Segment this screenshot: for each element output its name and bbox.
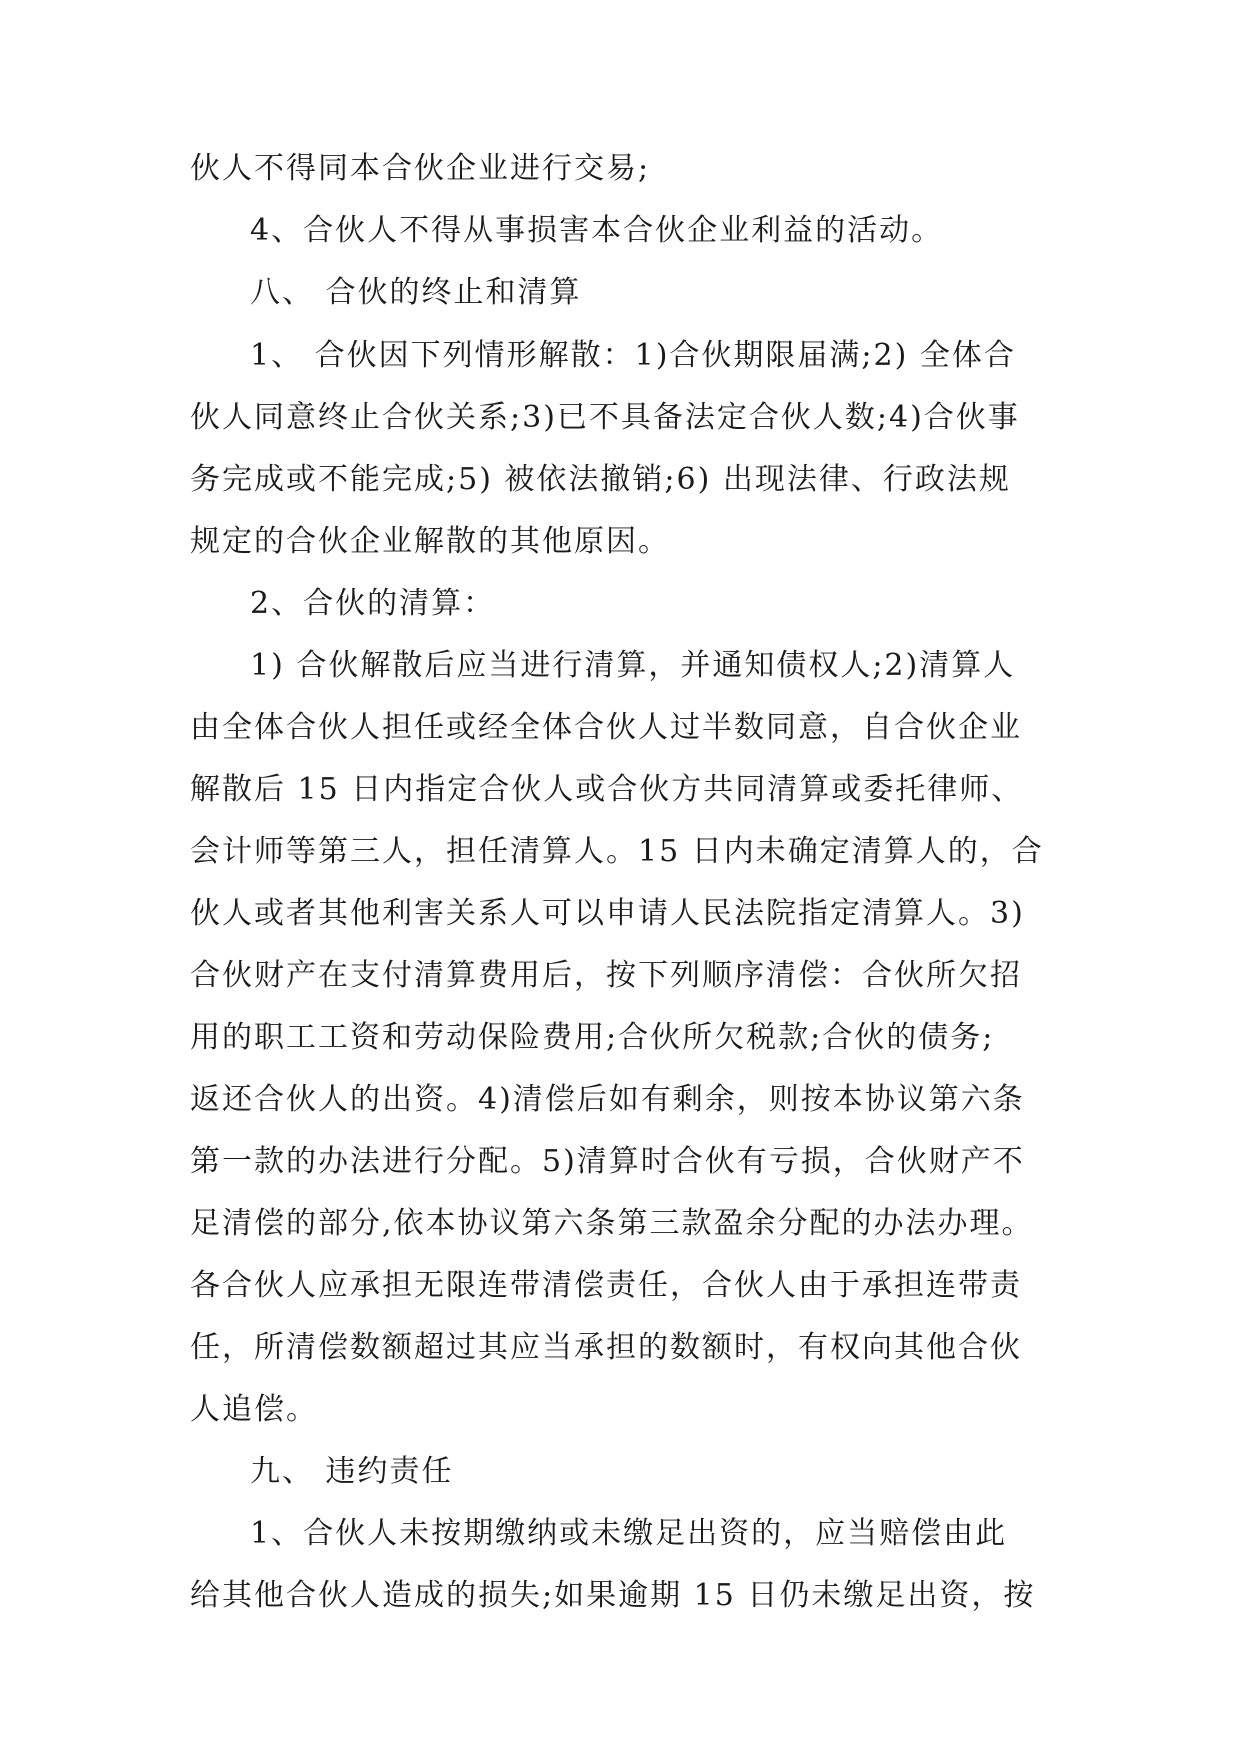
text-line: 任，所清偿数额超过其应当承担的数额时，有权向其他合伙 [190,1330,1022,1365]
text-line: 各合伙人应承担无限连带清偿责任，合伙人由于承担连带责 [190,1268,1022,1303]
text-line: 伙人同意终止合伙关系;3)已不具备法定合伙人数;4)合伙事 [190,400,1020,435]
text-line: 务完成或不能完成;5) 被依法撤销;6) 出现法律、行政法规 [190,462,1011,497]
text-line: 2、合伙的清算： [250,586,496,621]
text-line: 解散后 15 日内指定合伙人或合伙方共同清算或委托律师、 [190,772,1024,807]
text-line: 1、 合伙因下列情形解散：1)合伙期限届满;2) 全体合 [250,338,1016,373]
text-line: 规定的合伙企业解散的其他原因。 [190,524,670,559]
text-line: 4、合伙人不得从事损害本合伙企业利益的活动。 [250,213,944,248]
text-line: 伙人或者其他利害关系人可以申请人民法院指定清算人。3) [190,896,1025,931]
text-line: 1、合伙人未按期缴纳或未缴足出资的，应当赔偿由此 [250,1516,1008,1551]
text-line: 返还合伙人的出资。4)清偿后如有剩余，则按本协议第六条 [190,1082,1025,1117]
section-heading: 九、 违约责任 [250,1454,454,1489]
text-line: 第一款的办法进行分配。5)清算时合伙有亏损，合伙财产不 [190,1144,1025,1179]
text-line: 由全体合伙人担任或经全体合伙人过半数同意，自合伙企业 [190,710,1022,745]
text-line: 伙人不得同本合伙企业进行交易; [190,151,651,186]
text-line: 足清偿的部分,依本协议第六条第三款盈余分配的办法办理。 [190,1206,1034,1241]
text-line: 合伙财产在支付清算费用后，按下列顺序清偿：合伙所欠招 [190,958,1022,993]
text-line: 用的职工工资和劳动保险费用;合伙所欠税款;合伙的债务; [190,1020,995,1055]
section-heading: 八、 合伙的终止和清算 [250,275,582,310]
text-line: 给其他合伙人造成的损失;如果逾期 15 日仍未缴足出资，按 [190,1578,1036,1613]
text-line: 会计师等第三人，担任清算人。15 日内未确定清算人的，合 [190,834,1044,869]
text-line: 1) 合伙解散后应当进行清算，并通知债权人;2)清算人 [250,648,1016,683]
text-line: 人追偿。 [190,1392,318,1427]
